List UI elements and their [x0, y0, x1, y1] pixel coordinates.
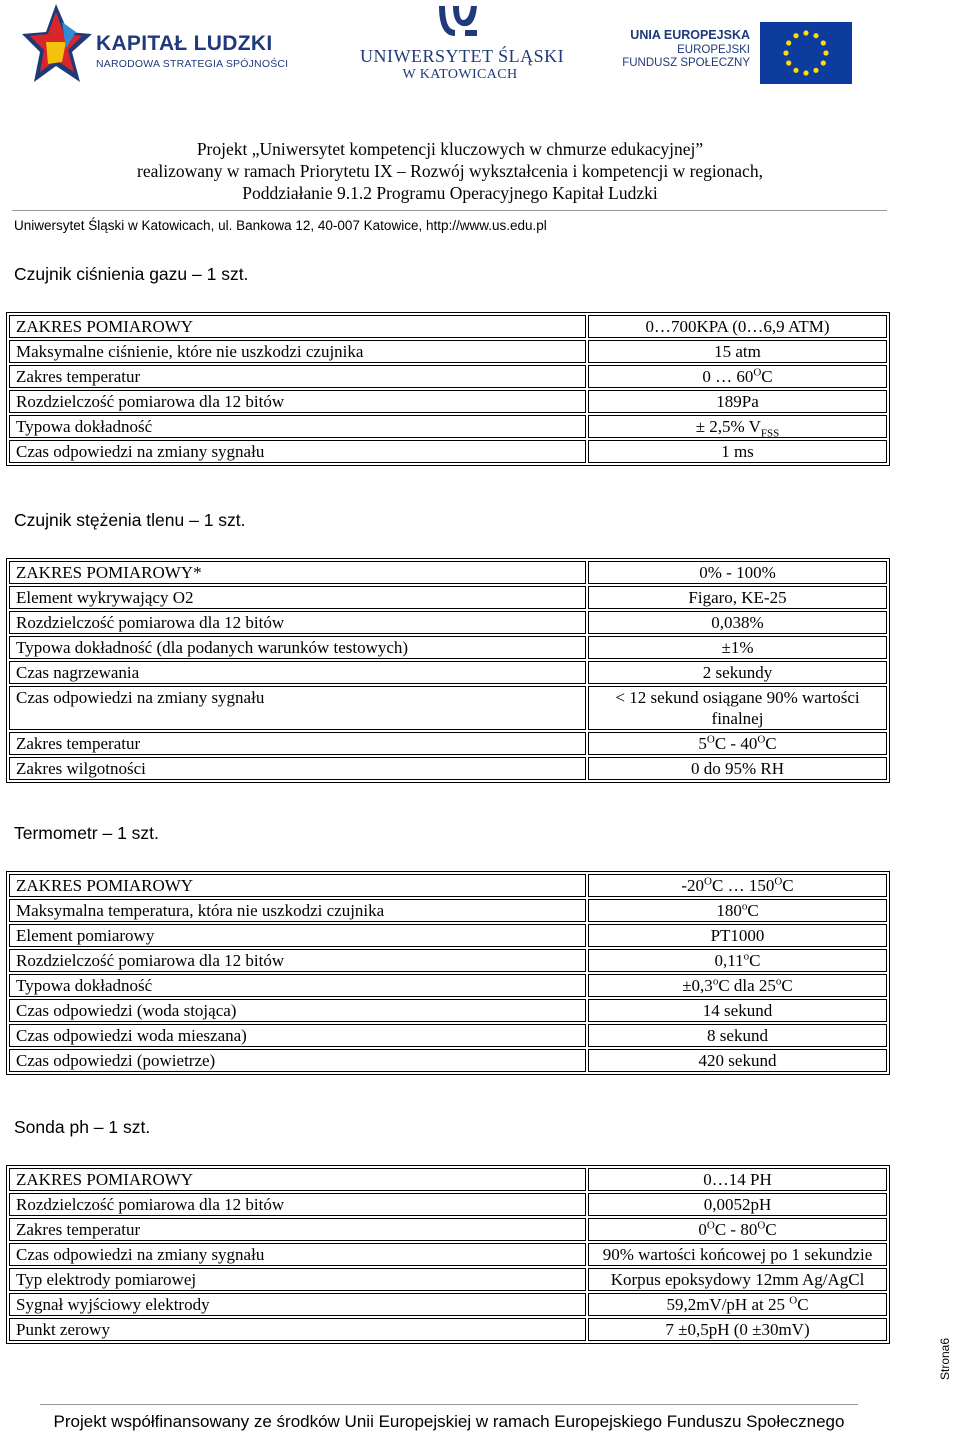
- value-text: ± 2,5% V: [695, 417, 761, 436]
- table-row: [9, 340, 887, 363]
- value-sup: o: [775, 975, 782, 988]
- university-address: Uniwersytet Śląski w Katowicach, ul. Bankowa 12, 40-007 Katowice, http://www.us.edu.pl: [14, 218, 547, 233]
- eu-logo: [622, 22, 856, 84]
- table-row: [9, 949, 887, 972]
- spec-value: ±1%: [588, 636, 887, 659]
- spec-label: Sygnał wyjściowy elektrody: [9, 1293, 586, 1316]
- spec-label: Zakres temperatur: [9, 732, 586, 755]
- spec-table-oxygen: [6, 558, 890, 783]
- table-row: [9, 586, 887, 609]
- table-row: [9, 1268, 887, 1291]
- spec-value: 420 sekund: [588, 1049, 887, 1072]
- spec-value: 90% wartości końcowej po 1 sekundzie: [588, 1243, 887, 1266]
- table-row: [9, 1024, 887, 1047]
- value-sup: o: [743, 950, 750, 963]
- value-sup: O: [704, 875, 712, 888]
- spec-value: [588, 1218, 887, 1241]
- value-sup: O: [706, 1219, 715, 1232]
- spec-label: Rozdzielczość pomiarowa dla 12 bitów: [9, 611, 586, 634]
- spec-value: [588, 732, 887, 755]
- table-row: [9, 611, 887, 634]
- eu-flag-icon: [760, 22, 852, 84]
- spec-label: Czas odpowiedzi na zmiany sygnału: [9, 1243, 586, 1266]
- spec-value: [588, 949, 887, 972]
- spec-label: Czas odpowiedzi woda mieszana): [9, 1024, 586, 1047]
- spec-value: 0,038%: [588, 611, 887, 634]
- table-row: [9, 1243, 887, 1266]
- spec-label: Maksymalne ciśnienie, które nie uszkodzi czujnika: [9, 340, 586, 363]
- value-sup: O: [706, 733, 715, 746]
- table-row: [9, 1193, 887, 1216]
- spec-label: ZAKRES POMIAROWY: [9, 1168, 586, 1191]
- header-divider: [12, 210, 887, 211]
- spec-value: 0,0052pH: [588, 1193, 887, 1216]
- spec-label: Czas odpowiedzi (woda stojąca): [9, 999, 586, 1022]
- table-row: [9, 315, 887, 338]
- spec-label: Czas odpowiedzi na zmiany sygnału: [9, 686, 586, 730]
- spec-label: Czas odpowiedzi (powietrze): [9, 1049, 586, 1072]
- value-text: C: [781, 976, 793, 995]
- eu-line-1: UNIA EUROPEJSKA: [630, 28, 750, 42]
- spec-value: Figaro, KE-25: [588, 586, 887, 609]
- table-row: [9, 999, 887, 1022]
- value-text: 5: [698, 734, 707, 753]
- spec-value: 0 do 95% RH: [588, 757, 887, 780]
- section-title-pressure: Czujnik ciśnienia gazu – 1 szt.: [14, 264, 249, 284]
- table-row: [9, 732, 887, 755]
- eu-line-3: FUNDUSZ SPOŁECZNY: [622, 57, 750, 69]
- table-row: [9, 561, 887, 584]
- spec-value: [588, 974, 887, 997]
- spec-label: Rozdzielczość pomiarowa dla 12 bitów: [9, 949, 586, 972]
- section-title-thermometer: Termometr – 1 szt.: [14, 823, 159, 843]
- table-row: [9, 1218, 887, 1241]
- value-text: C: [765, 734, 777, 753]
- spec-value: 14 sekund: [588, 999, 887, 1022]
- value-sup: O: [757, 733, 766, 746]
- value-text: ±0,3: [682, 976, 713, 995]
- spec-label: Element pomiarowy: [9, 924, 586, 947]
- spec-label: Typowa dokładność: [9, 974, 586, 997]
- value-sup: o: [741, 900, 748, 913]
- university-subtitle: W KATOWICACH: [402, 67, 518, 82]
- spec-value: 8 sekund: [588, 1024, 887, 1047]
- value-text: 180: [716, 901, 742, 920]
- table-row: [9, 440, 887, 463]
- value-text: 59,2mV/pH at 25: [666, 1295, 790, 1314]
- table-row: [9, 636, 887, 659]
- value-text: C - 80: [714, 1220, 758, 1239]
- spec-label: ZAKRES POMIAROWY: [9, 874, 586, 897]
- spec-label: ZAKRES POMIAROWY*: [9, 561, 586, 584]
- page-number-label: [938, 1330, 960, 1386]
- spec-label: Typowa dokładność: [9, 415, 586, 438]
- spec-value: [588, 415, 887, 438]
- spec-value: 7 ±0,5pH (0 ±30mV): [588, 1318, 887, 1341]
- spec-value: 0% - 100%: [588, 561, 887, 584]
- university-logo: [360, 2, 565, 92]
- value-text: 0: [698, 1220, 707, 1239]
- table-row: [9, 899, 887, 922]
- spec-value: [588, 899, 887, 922]
- project-description: [0, 138, 900, 204]
- spec-label: Czas nagrzewania: [9, 661, 586, 684]
- spec-value: 15 atm: [588, 340, 887, 363]
- spec-value: 0…700KPA (0…6,9 ATM): [588, 315, 887, 338]
- value-text: 0 … 60: [702, 367, 754, 386]
- value-sup: O: [753, 366, 762, 379]
- spec-label: Rozdzielczość pomiarowa dla 12 bitów: [9, 1193, 586, 1216]
- value-sup: O: [757, 1219, 766, 1232]
- spec-value: [588, 874, 887, 897]
- eu-logo-text: [622, 28, 750, 69]
- table-row: [9, 1318, 887, 1341]
- spec-label: Zakres temperatur: [9, 1218, 586, 1241]
- spec-table-thermometer: [6, 871, 890, 1075]
- footer-text: Projekt współfinansowany ze środków Unii Europejskiej w ramach Europejskiego Funduszu Społecznego: [53, 1412, 845, 1431]
- kapital-ludzki-title: KAPITAŁ LUDZKI: [96, 32, 273, 55]
- spec-value: 1 ms: [588, 440, 887, 463]
- value-text: C … 150: [711, 876, 775, 895]
- spec-value: < 12 sekund osiągane 90% wartości finalnej: [588, 686, 887, 730]
- spec-label: Maksymalna temperatura, która nie uszkodzi czujnika: [9, 899, 586, 922]
- section-title-ph-probe: Sonda ph – 1 szt.: [14, 1117, 151, 1137]
- spec-label: Czas odpowiedzi na zmiany sygnału: [9, 440, 586, 463]
- spec-value: [588, 1293, 887, 1316]
- value-text-after: C: [749, 951, 761, 970]
- project-line-1: Projekt „Uniwersytet kompetencji kluczowych w chmurze edukacyjnej”: [196, 139, 704, 159]
- value-text-after: C: [761, 367, 773, 386]
- header-logos: [0, 0, 960, 100]
- footer-divider: [40, 1404, 858, 1405]
- spec-value: [588, 365, 887, 388]
- value-text: C: [782, 876, 794, 895]
- table-row: [9, 1049, 887, 1072]
- project-line-2: realizowany w ramach Priorytetu IX – Rozwój wykształcenia i kompetencji w regionach,: [137, 161, 763, 181]
- table-row: [9, 365, 887, 388]
- value-text: C dla 25: [718, 976, 776, 995]
- project-line-3: Poddziałanie 9.1.2 Programu Operacyjnego Kapitał Ludzki: [242, 183, 658, 203]
- spec-label: Typowa dokładność (dla podanych warunków testowych): [9, 636, 586, 659]
- eu-line-2: EUROPEJSKI: [677, 44, 750, 56]
- spec-label: Zakres temperatur: [9, 365, 586, 388]
- value-text: C - 40: [714, 734, 758, 753]
- spec-label: Element wykrywający O2: [9, 586, 586, 609]
- spec-label: Punkt zerowy: [9, 1318, 586, 1341]
- table-row: [9, 974, 887, 997]
- table-row: [9, 924, 887, 947]
- table-row: [9, 415, 887, 438]
- table-row: [9, 1168, 887, 1191]
- table-row: [9, 661, 887, 684]
- value-sup: O: [789, 1294, 798, 1307]
- page-number-text: Strona6: [938, 1337, 952, 1380]
- value-sup: o: [712, 975, 719, 988]
- university-emblem-icon: [435, 2, 481, 42]
- value-text: 0,11: [714, 951, 744, 970]
- spec-value: Korpus epoksydowy 12mm Ag/AgCl: [588, 1268, 887, 1291]
- table-row: [9, 874, 887, 897]
- table-row: [9, 686, 887, 730]
- spec-value: PT1000: [588, 924, 887, 947]
- kapital-ludzki-logo: [22, 2, 302, 90]
- spec-value: 0…14 PH: [588, 1168, 887, 1191]
- table-row: [9, 390, 887, 413]
- spec-label: Zakres wilgotności: [9, 757, 586, 780]
- table-row: [9, 757, 887, 780]
- value-text-after: C: [797, 1295, 809, 1314]
- spec-table-pressure: [6, 312, 890, 466]
- value-sup: O: [774, 875, 783, 888]
- value-text: -20: [681, 876, 705, 895]
- spec-label: Rozdzielczość pomiarowa dla 12 bitów: [9, 390, 586, 413]
- value-text-after: C: [747, 901, 759, 920]
- section-title-oxygen: Czujnik stężenia tlenu – 1 szt.: [14, 510, 246, 530]
- spec-label: ZAKRES POMIAROWY: [9, 315, 586, 338]
- value-sub: FSS: [760, 427, 780, 440]
- spec-label: Typ elektrody pomiarowej: [9, 1268, 586, 1291]
- kapital-ludzki-subtitle: NARODOWA STRATEGIA SPÓJNOŚCI: [96, 58, 289, 70]
- spec-table-ph-probe: [6, 1165, 890, 1344]
- kapital-ludzki-star-icon: [22, 2, 92, 90]
- value-text: C: [765, 1220, 777, 1239]
- university-title: UNIWERSYTET ŚLĄSKI: [360, 46, 565, 66]
- spec-value: 2 sekundy: [588, 661, 887, 684]
- spec-value: 189Pa: [588, 390, 887, 413]
- table-row: [9, 1293, 887, 1316]
